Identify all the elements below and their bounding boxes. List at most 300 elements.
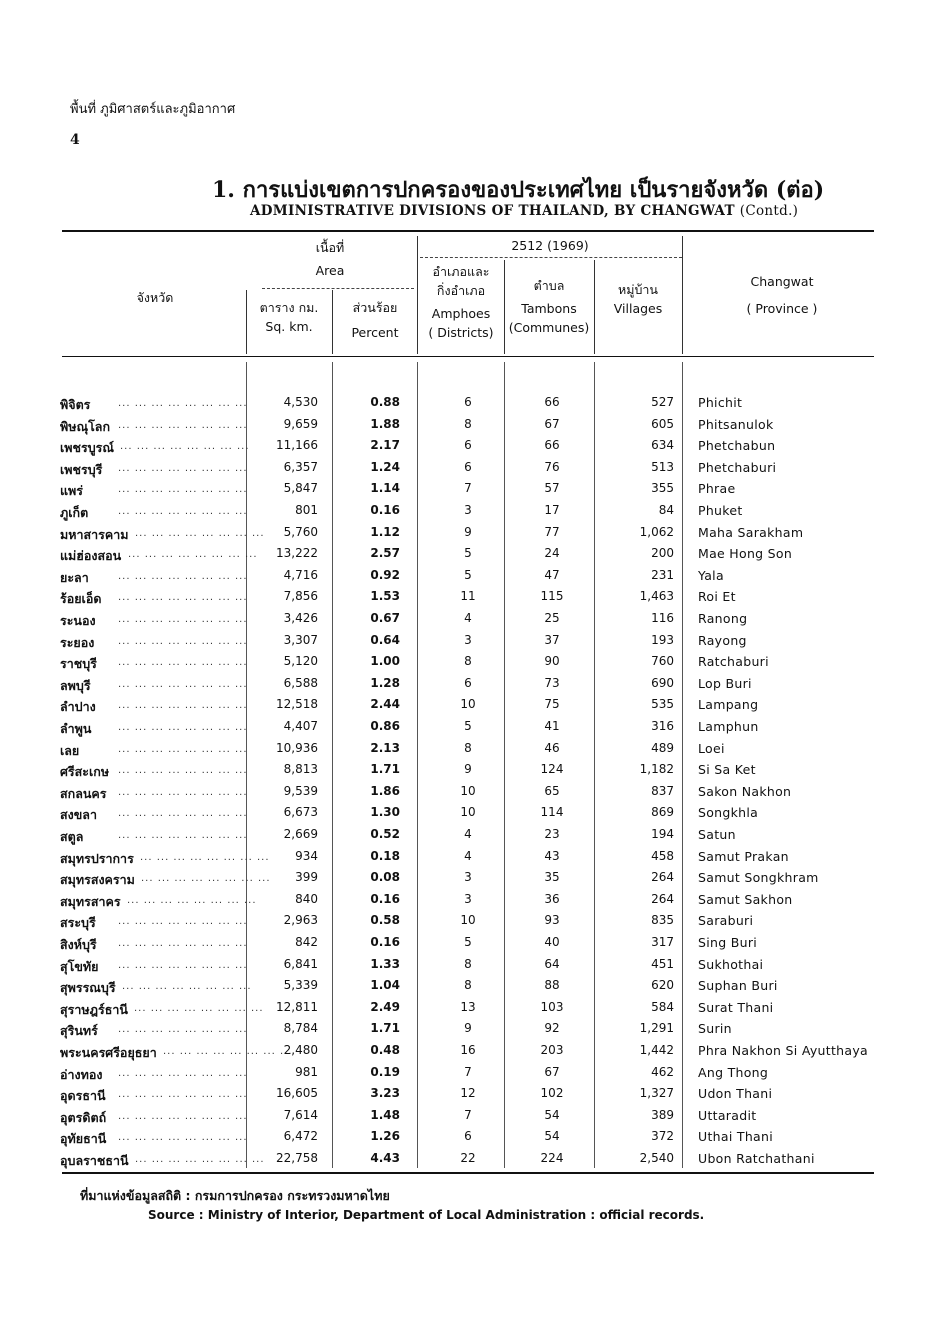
area-sqkm: 5,847 — [283, 481, 318, 496]
tambons-count: 65 — [544, 783, 560, 798]
amphoes-count: 5 — [464, 567, 472, 582]
leader-dots: ... ... ... ... ... ... ... ... — [118, 1132, 248, 1144]
amphoes-count: 11 — [460, 589, 476, 604]
amphoes-count: 4 — [464, 611, 472, 625]
leader-dots: ... ... ... ... ... ... ... ... — [127, 894, 257, 906]
amphoes-count: 8 — [464, 956, 472, 971]
page-number: 4 — [70, 132, 80, 148]
province-english: Mae Hong Son — [698, 546, 793, 562]
villages-count: 634 — [651, 438, 674, 453]
tambons-count: 36 — [544, 891, 560, 906]
area-percent: 1.00 — [370, 654, 400, 669]
province-english: Lampang — [698, 697, 759, 713]
area-percent: 0.92 — [370, 567, 400, 582]
leader-dots: ... ... ... ... ... ... ... ... — [135, 527, 265, 539]
area-percent: 2.57 — [370, 546, 400, 561]
amphoes-count: 6 — [464, 459, 472, 474]
province-english: Phrae — [698, 481, 736, 497]
table-row — [60, 716, 880, 738]
province-english: Yala — [698, 567, 724, 583]
area-percent: 1.28 — [370, 675, 400, 690]
amphoes-count: 6 — [464, 1129, 472, 1144]
amphoes-count: 8 — [464, 654, 472, 669]
province-thai: ระยอง — [60, 634, 95, 650]
amphoes-count: 22 — [460, 1151, 476, 1165]
province-thai: ภูเก็ต — [60, 505, 89, 520]
tambons-count: 25 — [544, 611, 560, 625]
leader-dots: ... ... ... ... ... ... ... ... — [118, 722, 248, 733]
province-thai: สุรินทร์ — [60, 1023, 98, 1039]
villages-count: 84 — [658, 503, 674, 517]
villages-count: 316 — [651, 719, 674, 733]
leader-dots: ... ... ... ... ... ... ... ... — [140, 851, 270, 863]
tambons-count: 224 — [540, 1151, 564, 1165]
province-thai: สระบุรี — [60, 915, 96, 931]
table-row — [60, 500, 880, 522]
table-bottom-rule — [62, 1172, 874, 1174]
area-sqkm: 2,669 — [283, 827, 318, 841]
villages-count: 1,442 — [639, 1043, 674, 1057]
leader-dots: ... ... ... ... ... ... ... ... — [128, 549, 258, 561]
amphoes-count: 12 — [460, 1086, 476, 1101]
area-sqkm: 8,784 — [283, 1021, 318, 1036]
amphoes-count: 8 — [464, 740, 472, 755]
villages-count: 869 — [651, 805, 674, 820]
province-thai: สุราษฎร์ธานี — [60, 1001, 128, 1017]
villages-count: 317 — [651, 935, 674, 949]
villages-count: 690 — [651, 675, 674, 690]
area-sqkm: 12,811 — [276, 999, 318, 1014]
area-sqkm: 981 — [295, 1064, 318, 1079]
header-year: 2512 (1969) — [511, 238, 589, 253]
table-row — [60, 954, 880, 976]
villages-count: 535 — [651, 697, 674, 712]
amphoes-count: 3 — [464, 870, 472, 885]
leader-dots: ... ... ... ... ... ... ... ... — [122, 981, 252, 993]
area-sqkm: 4,530 — [283, 395, 318, 409]
tambons-count: 75 — [544, 697, 560, 712]
province-thai: พิจิตร — [60, 397, 91, 412]
province-thai: สกลนคร — [60, 785, 107, 801]
province-english: Saraburi — [698, 913, 754, 929]
table-row — [60, 694, 880, 716]
province-thai: อุบลราชธานี — [60, 1153, 129, 1168]
tambons-count: 93 — [544, 913, 560, 928]
table-header-rule — [62, 356, 874, 357]
tambons-count: 102 — [540, 1086, 564, 1101]
area-sqkm: 7,614 — [283, 1107, 318, 1122]
province-thai: ระนอง — [60, 613, 96, 628]
tambons-count: 23 — [544, 827, 560, 841]
table-row — [60, 414, 880, 436]
table-row — [60, 522, 880, 544]
area-sqkm: 934 — [295, 848, 318, 863]
province-english: Ranong — [698, 611, 748, 626]
province-english: Ratchaburi — [698, 654, 769, 670]
header-sqkm: ตาราง กม. Sq. km. — [259, 300, 319, 334]
area-percent: 0.88 — [370, 395, 400, 409]
tambons-count: 88 — [544, 978, 560, 993]
leader-dots: ... ... ... ... ... ... ... ... — [118, 506, 248, 517]
amphoes-count: 10 — [460, 805, 476, 820]
tambons-count: 203 — [540, 1043, 564, 1057]
leader-dots: ... ... ... ... ... ... ... ... — [118, 419, 248, 431]
tambons-count: 35 — [544, 870, 560, 885]
province-english: Surat Thani — [698, 999, 774, 1015]
amphoes-count: 5 — [464, 719, 472, 733]
area-percent: 1.33 — [370, 956, 400, 971]
province-thai: ลพบุรี — [60, 677, 91, 693]
area-sqkm: 842 — [295, 935, 318, 949]
province-thai: สมุทรปราการ — [60, 850, 134, 866]
province-thai: ร้อยเอ็ด — [60, 591, 102, 607]
area-sqkm: 6,841 — [283, 956, 318, 971]
year-subheader-rule — [420, 257, 682, 258]
province-thai: พิษณุโลก — [60, 418, 111, 434]
area-sqkm: 6,357 — [283, 459, 318, 474]
amphoes-count: 10 — [460, 783, 476, 798]
amphoes-count: 9 — [464, 762, 472, 777]
province-thai: แพร่ — [60, 483, 84, 499]
leader-dots: ... ... ... ... ... ... ... ... — [118, 398, 248, 409]
province-english: Maha Sarakham — [698, 524, 804, 540]
area-percent: 0.16 — [370, 891, 400, 906]
tambons-count: 103 — [540, 999, 564, 1014]
table-row — [60, 846, 880, 868]
area-percent: 0.16 — [370, 503, 400, 517]
area-percent: 2.44 — [370, 697, 400, 712]
table-row — [60, 781, 880, 803]
area-sqkm: 12,518 — [276, 697, 318, 712]
province-thai: สมุทรสงคราม — [60, 872, 135, 888]
province-english: Sakon Nakhon — [698, 783, 792, 799]
header-changwat-english: Changwat ( Province ) — [746, 274, 818, 316]
col-divider-2 — [332, 290, 333, 354]
table-row — [60, 802, 880, 824]
table-row — [60, 1105, 880, 1127]
area-sqkm: 801 — [295, 503, 318, 517]
amphoes-count: 7 — [464, 1107, 472, 1122]
amphoes-count: 3 — [464, 891, 472, 906]
area-percent: 2.49 — [370, 999, 400, 1014]
header-tambons: ตำบล Tambons (Communes) — [508, 278, 590, 335]
tambons-count: 124 — [540, 762, 564, 777]
province-english: Rayong — [698, 632, 747, 648]
province-thai: เพชรบูรณ์ — [60, 440, 114, 456]
area-percent: 1.86 — [370, 783, 400, 798]
area-percent: 0.48 — [370, 1043, 400, 1057]
province-english: Phichit — [698, 395, 743, 410]
tambons-count: 43 — [544, 848, 560, 863]
table-row — [60, 889, 880, 911]
villages-count: 1,327 — [639, 1086, 674, 1101]
tambons-count: 57 — [544, 481, 560, 496]
villages-count: 1,291 — [639, 1021, 674, 1036]
amphoes-count: 5 — [464, 546, 472, 561]
table-row — [60, 867, 880, 889]
table-title-english — [250, 203, 798, 219]
leader-dots: ... ... ... ... ... ... ... ... — [118, 614, 248, 625]
col-divider-6 — [682, 236, 683, 354]
province-english: Samut Sakhon — [698, 891, 793, 907]
area-sqkm: 22,758 — [276, 1151, 318, 1165]
province-english: Sukhothai — [698, 956, 764, 972]
area-percent: 3.23 — [370, 1086, 400, 1101]
tambons-count: 41 — [544, 719, 560, 733]
leader-dots: ... ... ... ... ... ... ... ... — [118, 700, 248, 712]
table-title-thai: 1. การแบ่งเขตการปกครองของประเทศไทย เป็นรายจังหวัด (ต่อ) — [212, 177, 825, 203]
province-thai: อุตรดิตถ์ — [60, 1109, 107, 1125]
table-row — [60, 608, 880, 630]
area-percent: 1.30 — [370, 805, 400, 820]
table-row — [60, 910, 880, 932]
amphoes-count: 10 — [460, 913, 476, 928]
area-sqkm: 8,813 — [283, 762, 318, 777]
villages-count: 2,540 — [639, 1151, 674, 1165]
amphoes-count: 4 — [464, 848, 472, 863]
tambons-count: 64 — [544, 956, 560, 971]
tambons-count: 90 — [544, 654, 560, 669]
title-english-contd: (Contd.) — [739, 203, 799, 219]
province-english: Satun — [698, 827, 736, 842]
table-row — [60, 478, 880, 500]
villages-count: 1,182 — [639, 762, 674, 777]
villages-count: 527 — [651, 395, 674, 409]
province-thai: สมุทรสาคร — [60, 893, 121, 909]
leader-dots: ... ... ... ... ... ... ... ... — [118, 1089, 248, 1101]
area-sqkm: 11,166 — [276, 438, 318, 453]
leader-dots: ... ... ... ... ... ... ... ... — [118, 808, 248, 820]
table-row — [60, 565, 880, 587]
province-thai: สุโขทัย — [60, 958, 99, 974]
tambons-count: 92 — [544, 1021, 560, 1036]
area-sqkm: 6,588 — [283, 675, 318, 690]
province-english: Ang Thong — [698, 1064, 769, 1080]
tambons-count: 17 — [544, 503, 560, 517]
province-english: Uthai Thani — [698, 1129, 773, 1145]
area-percent: 1.24 — [370, 459, 400, 474]
villages-count: 835 — [651, 913, 674, 928]
leader-dots: ... ... ... ... ... ... ... ... — [118, 959, 248, 971]
province-english: Si Sa Ket — [698, 762, 756, 778]
area-sqkm: 2,963 — [283, 913, 318, 928]
tambons-count: 115 — [540, 589, 564, 604]
province-thai: ลำปาง — [60, 699, 96, 715]
villages-count: 372 — [651, 1129, 674, 1144]
area-percent: 0.64 — [370, 632, 400, 647]
source-thai: ที่มาแห่งข้อมูลสถิติ : กรมการปกครอง กระทรวงมหาดไทย — [80, 1188, 390, 1203]
province-thai: เพชรบุรี — [60, 461, 103, 477]
tambons-count: 46 — [544, 740, 560, 755]
province-thai: สงขลา — [60, 807, 97, 823]
leader-dots: ... ... ... ... ... ... ... ... — [118, 462, 248, 474]
header-changwat-thai: จังหวัด — [136, 290, 174, 305]
province-english: Ubon Ratchathani — [698, 1151, 815, 1166]
page-header: พื้นที่ ภูมิศาสตร์และภูมิอากาศ — [70, 102, 236, 117]
villages-count: 264 — [651, 870, 674, 885]
amphoes-count: 7 — [464, 1064, 472, 1079]
table-row — [60, 1126, 880, 1148]
tambons-count: 47 — [544, 567, 560, 582]
leader-dots: ... ... ... ... ... ... ... ... — [118, 635, 248, 647]
table-row — [60, 457, 880, 479]
area-percent: 0.16 — [370, 935, 400, 949]
leader-dots: ... ... ... ... ... ... ... ... — [134, 1002, 264, 1014]
tambons-count: 66 — [544, 395, 560, 409]
area-subheader-rule — [262, 288, 414, 289]
villages-count: 264 — [651, 891, 674, 906]
province-english: Suphan Buri — [698, 978, 778, 994]
header-area-thai: เนื้อที่ — [315, 240, 345, 255]
amphoes-count: 3 — [464, 632, 472, 647]
amphoes-count: 7 — [464, 481, 472, 496]
province-english: Phitsanulok — [698, 416, 774, 432]
province-thai: แม่ฮ่องสอน — [60, 548, 122, 564]
villages-count: 605 — [651, 416, 674, 431]
province-english: Roi Et — [698, 589, 736, 605]
area-percent: 0.86 — [370, 719, 400, 733]
area-sqkm: 10,936 — [276, 740, 318, 755]
area-sqkm: 5,120 — [283, 654, 318, 669]
amphoes-count: 9 — [464, 524, 472, 539]
area-percent: 1.04 — [370, 978, 400, 993]
header-percent: ส่วนร้อย Percent — [351, 300, 399, 340]
villages-count: 462 — [651, 1064, 674, 1079]
leader-dots: ... ... ... ... ... ... ... ... — [118, 916, 248, 928]
leader-dots: ... ... ... ... ... ... ... ... — [118, 678, 248, 690]
villages-count: 116 — [651, 611, 674, 625]
amphoes-count: 6 — [464, 395, 472, 409]
area-percent: 0.58 — [370, 913, 400, 928]
province-thai: อุทัยธานี — [60, 1131, 107, 1147]
leader-dots: ... ... ... ... ... ... ... ... — [118, 1067, 248, 1079]
villages-count: 200 — [651, 546, 674, 561]
leader-dots: ... ... ... ... ... ... ... ... — [120, 441, 250, 453]
province-thai: เลย — [60, 742, 80, 758]
area-sqkm: 4,716 — [283, 567, 318, 582]
province-english: Phra Nakhon Si Ayutthaya — [698, 1043, 868, 1058]
villages-count: 389 — [651, 1107, 674, 1122]
area-percent: 1.48 — [370, 1107, 400, 1122]
leader-dots: ... ... ... ... ... ... ... ... — [118, 765, 248, 777]
table-row — [60, 673, 880, 695]
area-sqkm: 13,222 — [276, 546, 318, 561]
tambons-count: 37 — [544, 632, 560, 647]
province-thai: สตูล — [60, 829, 84, 844]
amphoes-count: 6 — [464, 675, 472, 690]
table-row — [60, 435, 880, 457]
leader-dots: ... ... ... ... ... ... ... ... — [118, 657, 248, 669]
table-row — [60, 543, 880, 565]
header-villages: หมู่บ้าน Villages — [613, 282, 663, 316]
table-row — [60, 1040, 880, 1062]
table-row — [60, 1018, 880, 1040]
table-row — [60, 651, 880, 673]
area-percent: 0.18 — [370, 848, 400, 863]
leader-dots: ... ... ... ... ... ... ... ... — [141, 873, 271, 885]
province-english: Phuket — [698, 503, 743, 518]
province-english: Samut Songkhram — [698, 870, 819, 886]
area-percent: 1.88 — [370, 416, 400, 431]
amphoes-count: 16 — [460, 1043, 476, 1057]
province-english: Uttaradit — [698, 1107, 757, 1123]
area-sqkm: 2,480 — [283, 1043, 318, 1057]
title-english-main: ADMINISTRATIVE DIVISIONS OF THAILAND, BY CHANGWAT — [250, 203, 735, 219]
source-english: Source : Ministry of Interior, Department of Local Administration : official records. — [148, 1208, 705, 1222]
leader-dots: ... ... ... ... ... ... ... ... — [118, 592, 248, 604]
area-sqkm: 399 — [295, 870, 318, 885]
amphoes-count: 9 — [464, 1021, 472, 1036]
province-english: Sing Buri — [698, 935, 758, 950]
area-sqkm: 9,659 — [283, 416, 318, 431]
area-sqkm: 16,605 — [276, 1086, 318, 1101]
area-sqkm: 3,426 — [283, 611, 318, 625]
table-row — [60, 824, 880, 846]
leader-dots: ... ... ... ... ... ... ... ... — [118, 1024, 248, 1036]
villages-count: 620 — [651, 978, 674, 993]
leader-dots: ... ... ... ... ... ... ... ... — [163, 1046, 293, 1057]
province-thai: อุดรธานี — [60, 1088, 106, 1104]
leader-dots: ... ... ... ... ... ... ... ... — [118, 830, 248, 841]
area-percent: 0.19 — [370, 1064, 400, 1079]
area-percent: 0.67 — [370, 611, 400, 625]
tambons-count: 77 — [544, 524, 560, 539]
area-percent: 4.43 — [370, 1151, 400, 1165]
leader-dots: ... ... ... ... ... ... ... ... — [118, 786, 248, 798]
villages-count: 513 — [651, 459, 674, 474]
area-percent: 1.12 — [370, 524, 400, 539]
area-sqkm: 4,407 — [283, 719, 318, 733]
amphoes-count: 8 — [464, 978, 472, 993]
province-thai: สุพรรณบุรี — [60, 980, 116, 996]
table-row — [60, 975, 880, 997]
area-sqkm: 6,673 — [283, 805, 318, 820]
area-percent: 1.53 — [370, 589, 400, 604]
villages-count: 194 — [651, 827, 674, 841]
area-percent: 1.14 — [370, 481, 400, 496]
tambons-count: 67 — [544, 416, 560, 431]
area-percent: 1.71 — [370, 762, 400, 777]
province-thai: พระนครศรีอยุธยา — [60, 1045, 157, 1060]
amphoes-count: 10 — [460, 697, 476, 712]
tambons-count: 67 — [544, 1064, 560, 1079]
table-top-rule — [62, 230, 874, 232]
area-percent: 2.13 — [370, 740, 400, 755]
leader-dots: ... ... ... ... ... ... ... ... — [118, 484, 248, 496]
villages-count: 355 — [651, 481, 674, 496]
amphoes-count: 3 — [464, 503, 472, 517]
amphoes-count: 13 — [460, 999, 476, 1014]
area-percent: 1.71 — [370, 1021, 400, 1036]
villages-count: 458 — [651, 848, 674, 863]
col-divider-1 — [246, 290, 247, 354]
table-row — [60, 738, 880, 760]
leader-dots: ... ... ... ... ... ... ... ... — [118, 1110, 248, 1122]
table-row — [60, 932, 880, 954]
villages-count: 1,062 — [639, 524, 674, 539]
tambons-count: 114 — [540, 805, 564, 820]
villages-count: 489 — [651, 740, 674, 755]
province-thai: ราชบุรี — [60, 656, 97, 672]
area-percent: 0.08 — [370, 870, 400, 885]
province-thai: อ่างทอง — [60, 1066, 103, 1082]
province-english: Surin — [698, 1021, 732, 1037]
area-percent: 0.52 — [370, 827, 400, 841]
amphoes-count: 6 — [464, 438, 472, 453]
area-sqkm: 6,472 — [283, 1129, 318, 1144]
province-english: Udon Thani — [698, 1086, 773, 1102]
leader-dots: ... ... ... ... ... ... ... ... — [118, 938, 248, 949]
